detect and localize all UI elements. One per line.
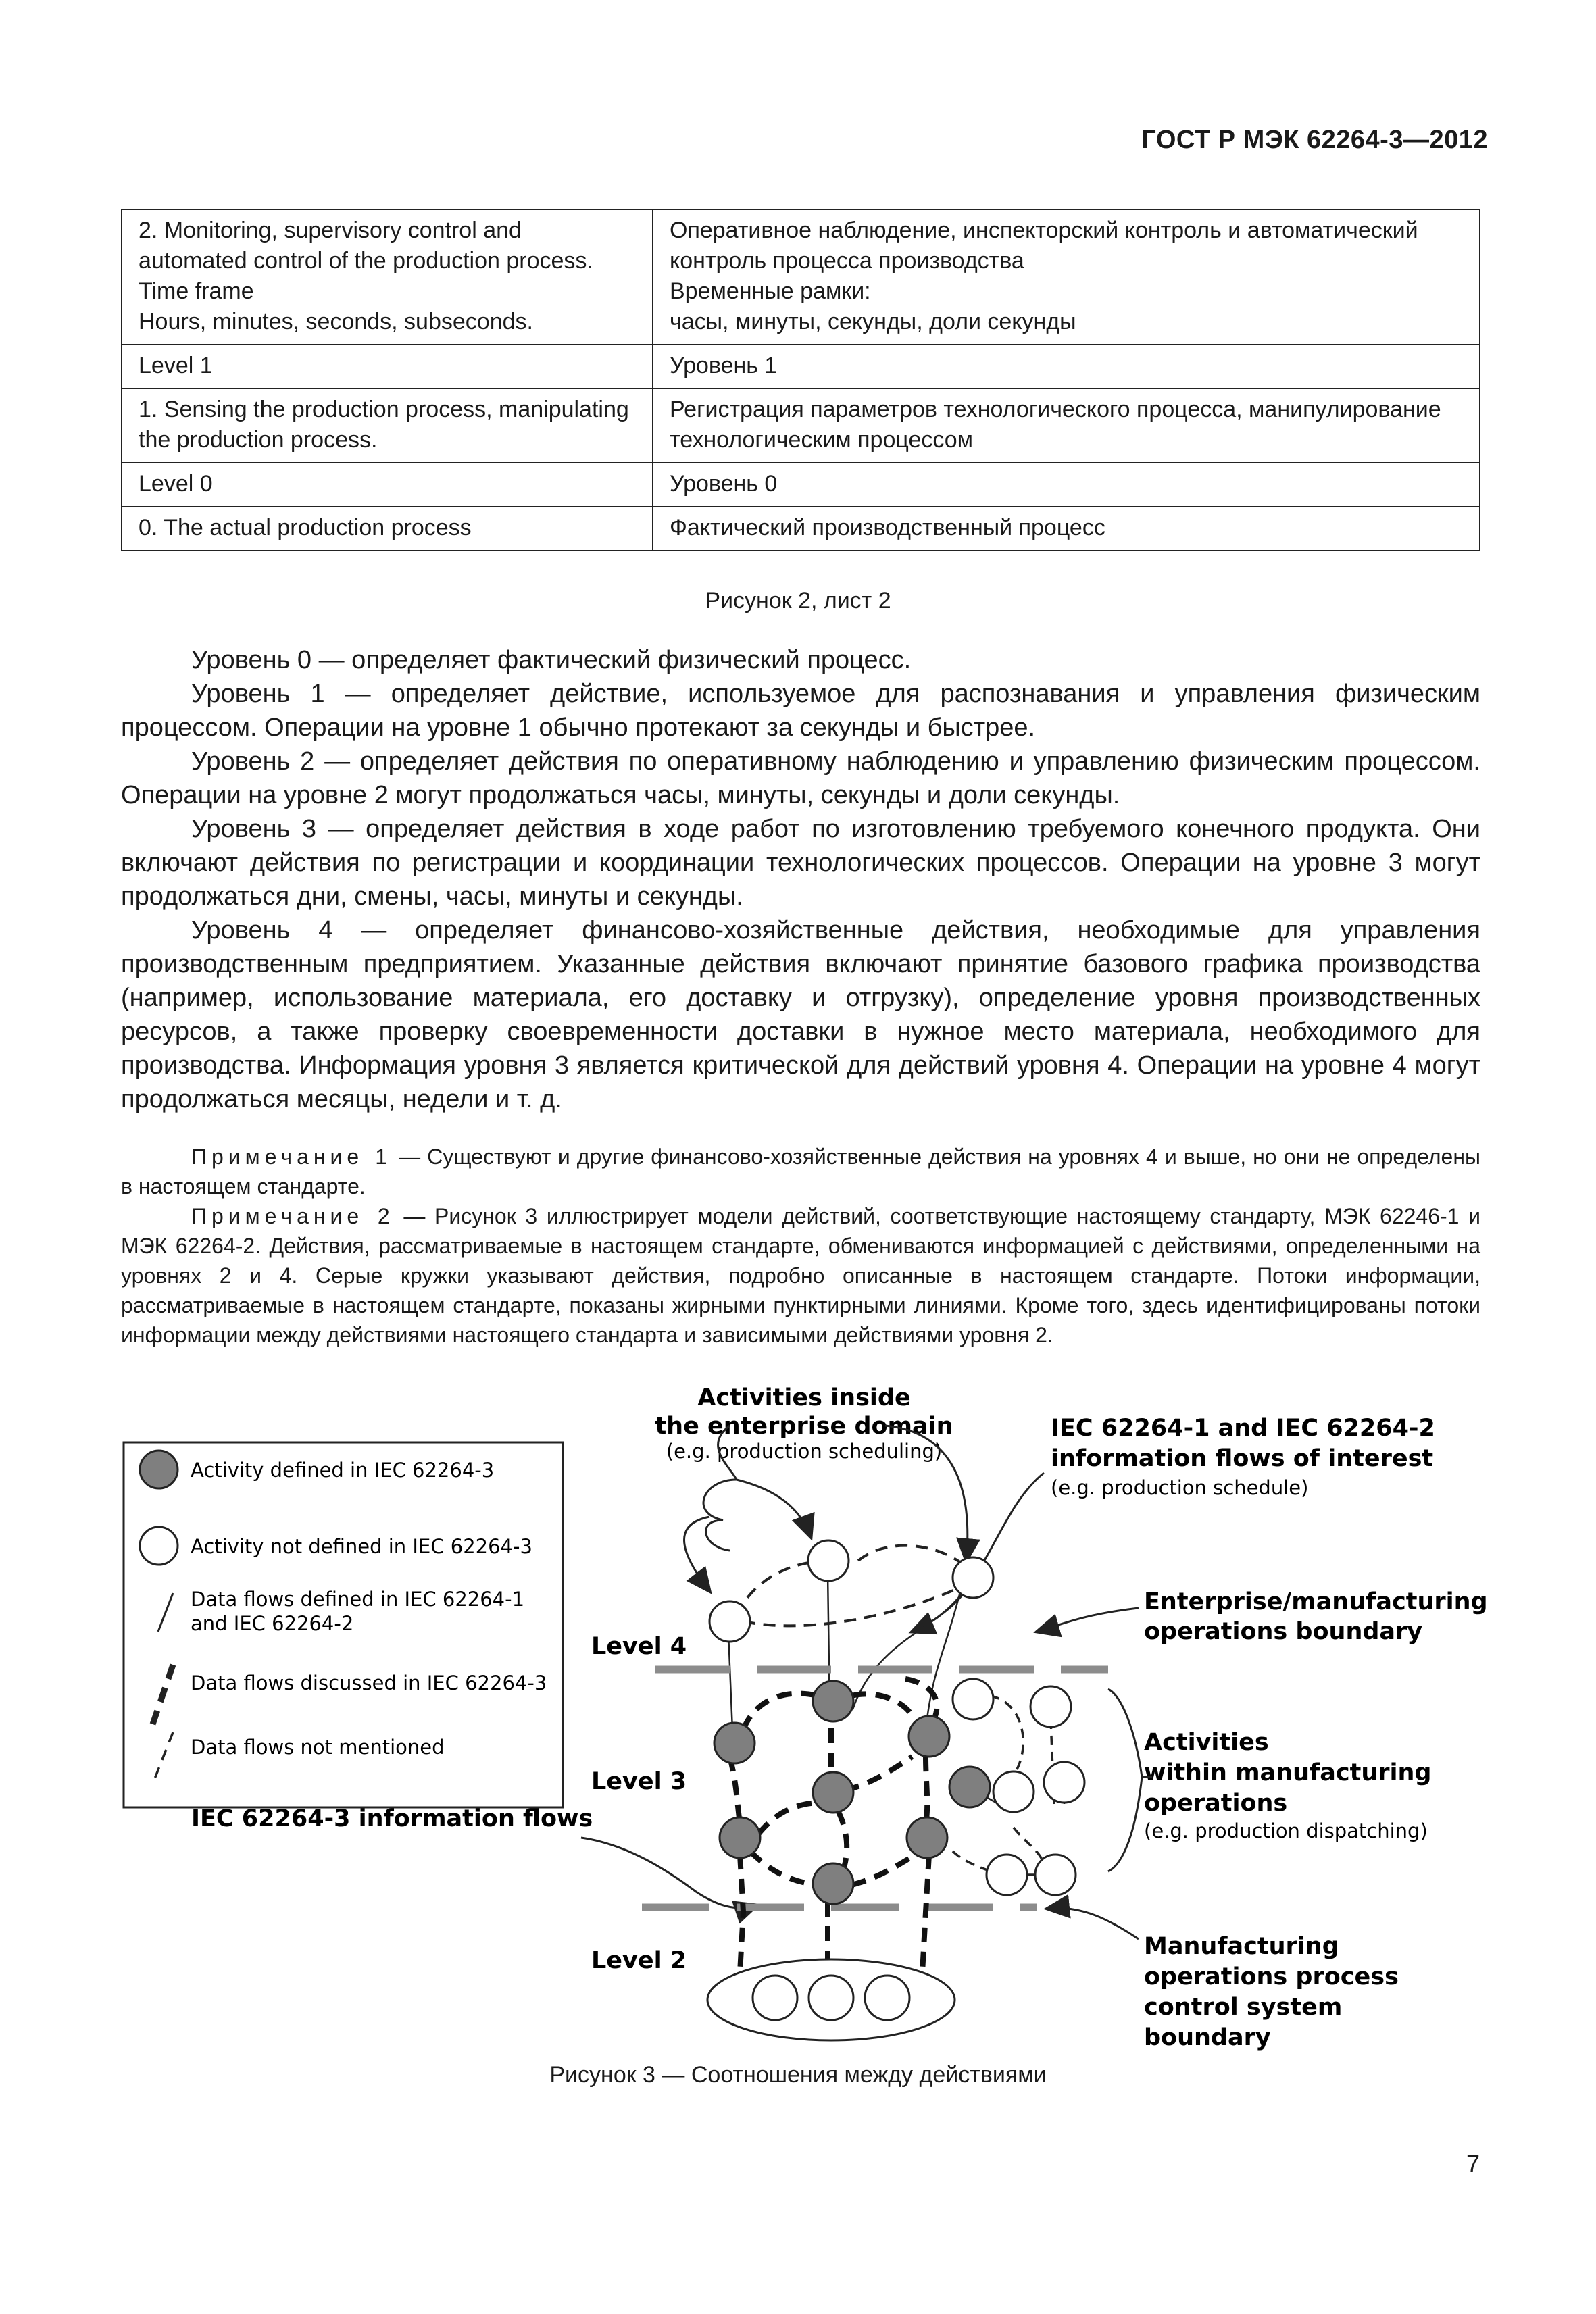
label-iec-flows-eg: (e.g. production schedule) xyxy=(1051,1476,1309,1499)
activity-defined xyxy=(949,1767,990,1807)
levels-table xyxy=(121,209,1480,551)
legend-flows-defined-2: and IEC 62264-2 xyxy=(191,1612,354,1635)
table-row xyxy=(122,463,1480,507)
label-within-1: Activities xyxy=(1144,1729,1269,1756)
figure-caption: Рисунок 3 — Соотношения между действиями xyxy=(549,2062,1047,2088)
paragraph: Уровень 2 — определяет действия по оперативному наблюдению и управлению физическим процессом. Операции на уровне 2 могут продолжаться часы, минуты, секунды и доли секунды. xyxy=(121,747,1480,809)
note-label: Примечание 2 xyxy=(191,1204,395,1228)
arrow-mfg-boundary xyxy=(1047,1908,1139,1939)
label-iec-flows-1: IEC 62264-1 and IEC 62264-2 xyxy=(1051,1415,1435,1442)
activity-not-defined xyxy=(953,1679,993,1719)
table-cell-ru: Уровень 1 xyxy=(653,345,1480,388)
table-cell-en: 2. Monitoring, supervisory control and automated control of the production process. Time frame Hours, minutes, seconds, subseconds. xyxy=(122,209,653,345)
document-header: ГОСТ Р МЭК 62264-3—2012 xyxy=(1141,126,1488,154)
body-text xyxy=(121,643,1480,1116)
label-activities-inside-1: Activities inside xyxy=(697,1384,911,1411)
table-cell-ru: Фактический производственный процесс xyxy=(653,507,1480,551)
label-level4: Level 4 xyxy=(591,1633,687,1660)
activity-not-defined xyxy=(1035,1855,1076,1895)
activity-not-defined xyxy=(987,1855,1027,1895)
table-cell-en: Level 1 xyxy=(122,345,653,388)
label-mfg-1: Manufacturing xyxy=(1144,1933,1339,1960)
paragraph: Уровень 1 — определяет действие, используемое для распознавания и управления физическим процессом. Операции на уровне 1 обычно протекают за секунды и быстрее. xyxy=(121,680,1480,742)
activity-defined xyxy=(813,1772,853,1813)
label-level3: Level 3 xyxy=(591,1768,687,1795)
label-level2: Level 2 xyxy=(591,1947,687,1974)
flow-l4-l3-c xyxy=(853,1584,970,1709)
table-row xyxy=(122,345,1480,388)
label-within-eg: (e.g. production dispatching) xyxy=(1144,1819,1428,1842)
note xyxy=(121,1201,1480,1350)
activity-level4-top xyxy=(808,1540,849,1581)
activity-defined xyxy=(909,1716,949,1757)
label-within-2: within manufacturing xyxy=(1144,1759,1432,1786)
table-row xyxy=(122,209,1480,345)
paragraph: Уровень 4 — определяет финансово-хозяйственные действия, необходимые для управления производственным предприятием. Указанные действия включают принятие базового графика производства (например, использование материала, его доставку и отгрузку), определение уровня производственных ресурсов, а также проверку своевременности доставки в нужное место материала, необходимого для производства. Информация уровня 3 является критической для действий уровня 4. Операции на уровне 4 могут продолжаться месяцы, недели и т. д. xyxy=(121,916,1480,1113)
table-cell-ru: Оперативное наблюдение, инспекторский контроль и автоматический контроль процесса производства Временные рамки: часы, минуты, секунды, доли секунды xyxy=(653,209,1480,345)
label-boundary-2: operations boundary xyxy=(1144,1618,1423,1645)
label-iec-flows-2: information flows of interest xyxy=(1051,1445,1434,1472)
legend-gray-circle-icon xyxy=(140,1451,178,1488)
table-cell-en: 0. The actual production process xyxy=(122,507,653,551)
table-row xyxy=(122,388,1480,463)
label-mfg-2: operations process xyxy=(1144,1963,1399,1990)
activity-not-defined xyxy=(1044,1762,1084,1803)
arrow-iec-flows xyxy=(912,1473,1044,1632)
table-cell-en: Level 0 xyxy=(122,463,653,507)
brace-within-lower xyxy=(1108,1777,1142,1871)
table-row xyxy=(122,507,1480,551)
label-within-3: operations xyxy=(1144,1790,1288,1817)
legend-not-defined: Activity not defined in IEC 62264-3 xyxy=(191,1535,532,1558)
label-mfg-4: boundary xyxy=(1144,2024,1271,2051)
note-label: Примечание 1 xyxy=(191,1145,393,1169)
activity-level2 xyxy=(809,1976,853,2020)
activity-level2 xyxy=(753,1976,797,2020)
legend-flows-not: Data flows not mentioned xyxy=(191,1736,445,1759)
label-iec3-flows: IEC 62264-3 information flows xyxy=(191,1805,593,1832)
brace-within xyxy=(1108,1689,1142,1777)
arrow-boundary xyxy=(1037,1608,1139,1632)
label-mfg-3: control system xyxy=(1144,1994,1343,2021)
legend-flows-defined-1: Data flows defined in IEC 62264-1 xyxy=(191,1588,525,1611)
activity-not-defined xyxy=(993,1771,1034,1812)
arrow-to-top-activity xyxy=(737,1480,811,1537)
note xyxy=(121,1142,1480,1201)
legend-flows-discussed: Data flows discussed in IEC 62264-3 xyxy=(191,1671,547,1694)
flow-l4-top-right xyxy=(858,1546,966,1567)
label-boundary-1: Enterprise/manufacturing xyxy=(1144,1588,1488,1615)
activity-level4-right xyxy=(953,1557,993,1598)
label-activities-inside-eg: (e.g. production scheduling) xyxy=(666,1440,943,1463)
legend-defined: Activity defined in IEC 62264-3 xyxy=(191,1459,495,1482)
page-number: 7 xyxy=(1466,2150,1480,2178)
flow-l4-left-right xyxy=(743,1588,959,1626)
activity-defined xyxy=(813,1681,853,1721)
activity-level2 xyxy=(865,1976,909,2020)
notes xyxy=(121,1142,1480,1350)
activity-defined xyxy=(714,1723,755,1763)
activity-defined xyxy=(907,1817,947,1858)
note-text: — Рисунок 3 иллюстрирует модели действий, соответствующие настоящему стандарту, МЭК 62246-1 и МЭК 62264-2. Действия, рассматриваемые в настоящем стандарте, обмениваются информацией с действиями, определенными на уровнях 2 и 4. Серые кружки указывают действия, подробно описанные в настоящем стандарте. Потоки информации, рассматриваемые в настоящем стандарте, показаны жирными пунктирными линиями. Кроме того, здесь идентифицированы потоки информации между действиями настоящего стандарта и зависимыми действиями уровня 2. xyxy=(121,1204,1481,1347)
label-activities-inside-2: the enterprise domain xyxy=(655,1413,953,1440)
activity-defined xyxy=(813,1863,853,1904)
paragraph: Уровень 3 — определяет действия в ходе работ по изготовлению требуемого конечного продукта. Они включают действия по регистрации и координации технологических процессов. Операции на уровне 3 могут продолжаться дни, смены, часы, минуты и секунды. xyxy=(121,815,1480,911)
table-cell-ru: Уровень 0 xyxy=(653,463,1480,507)
activity-defined xyxy=(720,1817,760,1858)
note-text: — Существуют и другие финансово-хозяйственные действия на уровнях 4 и выше, но они не определены в настоящем стандарте. xyxy=(121,1145,1481,1199)
activity-not-defined xyxy=(1030,1686,1071,1727)
figure-3-diagram xyxy=(0,1378,1596,2067)
activity-level4-left xyxy=(709,1601,750,1642)
paragraph: Уровень 0 — определяет фактический физический процесс. xyxy=(191,646,912,674)
table-caption: Рисунок 2, лист 2 xyxy=(705,588,891,613)
legend-white-circle-icon xyxy=(140,1527,178,1565)
table-cell-ru: Регистрация параметров технологического процесса, манипулирование технологическим процессом xyxy=(653,388,1480,463)
table-cell-en: 1. Sensing the production process, manipulating the production process. xyxy=(122,388,653,463)
